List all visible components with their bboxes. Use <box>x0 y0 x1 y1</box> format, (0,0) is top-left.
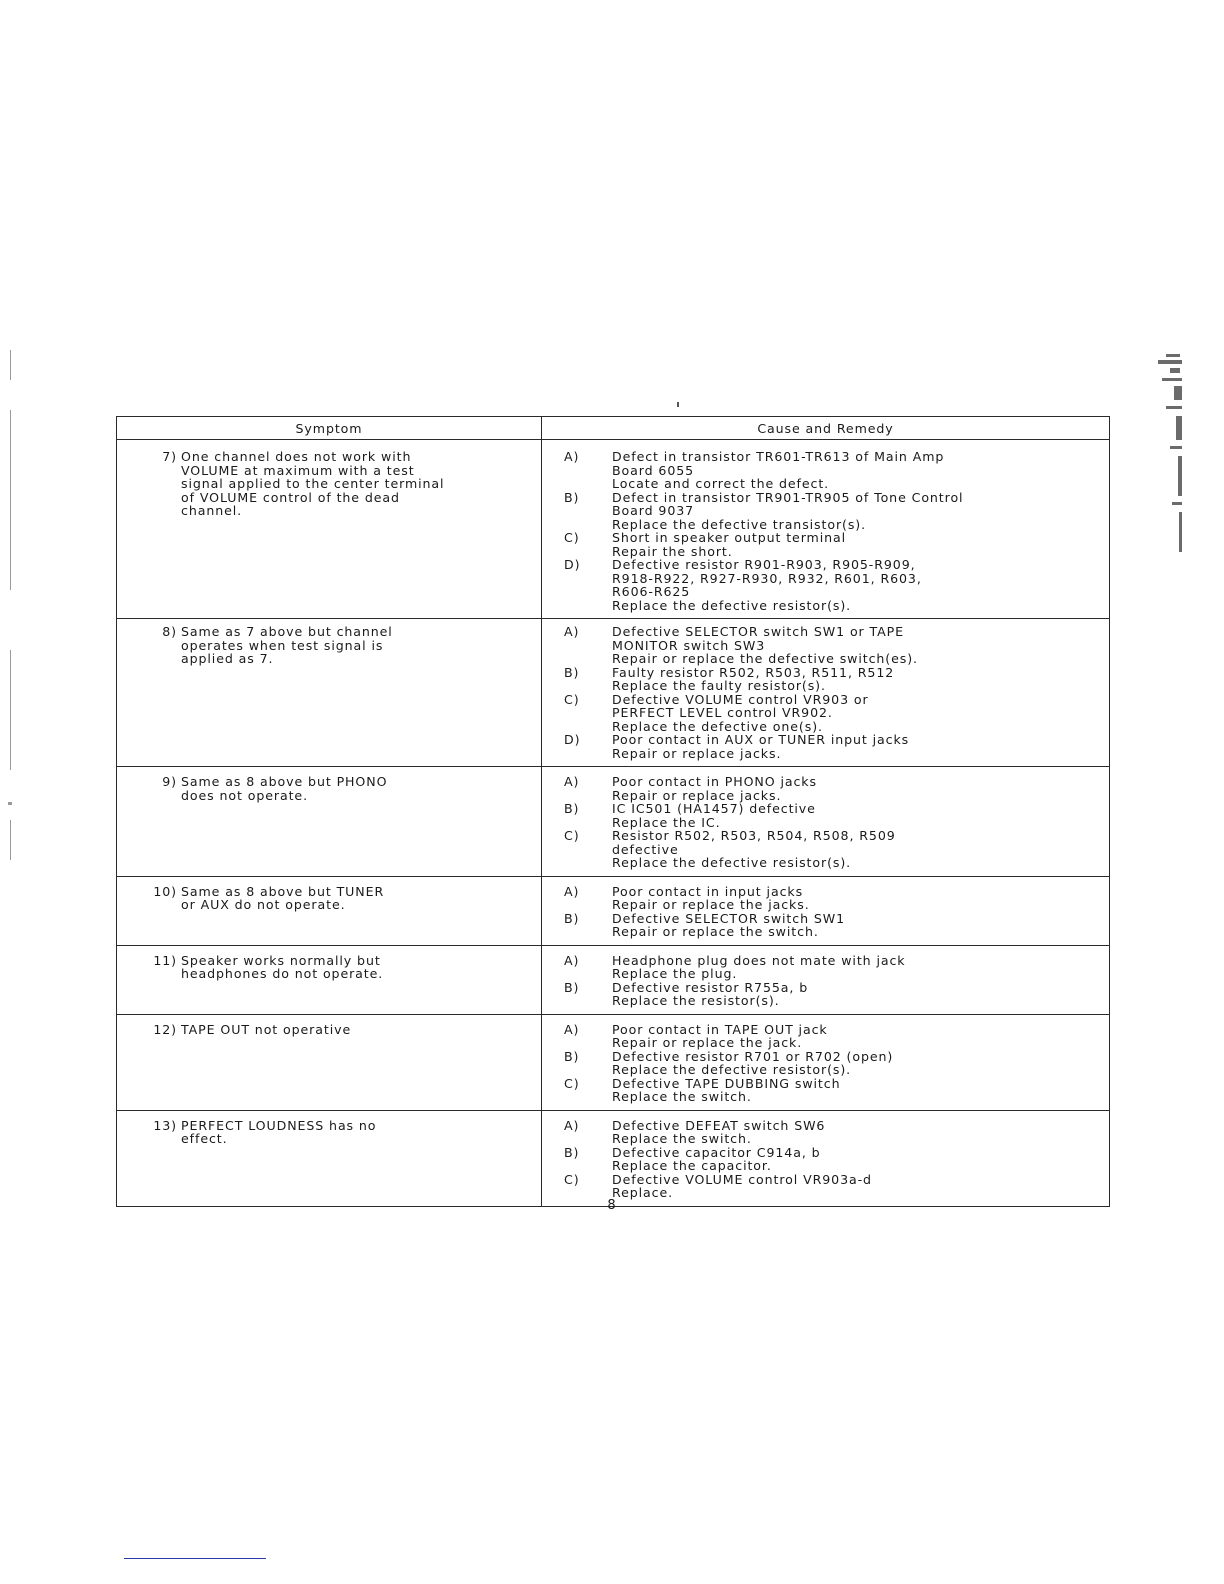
symptom-cell <box>117 876 542 945</box>
remedy-letter: A) <box>564 1021 580 1037</box>
remedy-letter: A) <box>564 952 580 968</box>
remedy-item <box>564 1119 1103 1146</box>
scan-edge-artifact-right-icon <box>1126 350 1190 570</box>
remedy-text: Defect in transistor TR601-TR613 of Main Amp Board 6055 Locate and correct the defect. <box>612 449 945 491</box>
remedy-item <box>564 666 1103 693</box>
remedy-item <box>564 733 1103 760</box>
symptom-text: Same as 7 above but channel operates when test signal is applied as 7. <box>181 624 393 666</box>
remedy-item <box>564 954 1103 981</box>
remedy-letter: A) <box>564 774 580 789</box>
header-symptom: Symptom <box>117 417 542 440</box>
remedy-letter: A) <box>564 883 580 899</box>
remedy-letter: B) <box>564 1144 580 1160</box>
remedy-item <box>564 693 1103 734</box>
remedy-letter: C) <box>564 530 580 545</box>
cause-remedy-cell <box>542 876 1110 945</box>
symptom-text: Same as 8 above but PHONO does not operate. <box>181 774 388 803</box>
table-row <box>117 767 1110 877</box>
remedy-letter: B) <box>564 910 580 926</box>
remedy-text: Defective resistor R701 or R702 (open) Replace the defective resistor(s). <box>612 1048 894 1077</box>
remedy-text: Poor contact in input jacks Repair or replace the jacks. <box>612 883 810 912</box>
remedy-item <box>564 885 1103 912</box>
scan-edge-artifact-left-icon <box>6 350 18 870</box>
remedy-text: Headphone plug does not mate with jack Replace the plug. <box>612 952 906 981</box>
remedy-item <box>564 1077 1103 1104</box>
remedy-text: Defective capacitor C914a, b Replace the capacitor. <box>612 1144 821 1173</box>
remedy-item <box>564 981 1103 1008</box>
remedy-item <box>564 531 1103 558</box>
cause-remedy-cell <box>542 945 1110 1014</box>
remedy-letter: C) <box>564 691 580 707</box>
remedy-item <box>564 491 1103 532</box>
remedy-item <box>564 1023 1103 1050</box>
symptom-number: 9) <box>162 774 177 789</box>
remedy-text: Defective resistor R755a, b Replace the resistor(s). <box>612 979 809 1008</box>
table-body <box>117 440 1110 1207</box>
remedy-text: Defective SELECTOR switch SW1 or TAPE MONITOR switch SW3 Repair or replace the defective switch(es). <box>612 624 918 666</box>
remedy-letter: A) <box>564 624 580 639</box>
remedy-letter: B) <box>564 979 580 995</box>
remedy-letter: A) <box>564 1117 580 1133</box>
footer-rule <box>124 1558 266 1559</box>
table-row <box>117 876 1110 945</box>
table-row <box>117 945 1110 1014</box>
remedy-text: Resistor R502, R503, R504, R508, R509 defective Replace the defective resistor(s). <box>612 828 896 870</box>
cause-remedy-cell <box>542 1110 1110 1206</box>
remedy-letter: B) <box>564 1048 580 1064</box>
symptom-text: One channel does not work with VOLUME at maximum with a test signal applied to the center terminal of VOLUME control of the dead channel. <box>181 449 445 518</box>
table-row <box>117 619 1110 767</box>
remedy-letter: B) <box>564 664 580 680</box>
symptom-cell <box>117 440 542 619</box>
remedy-letter: C) <box>564 1171 580 1187</box>
remedy-item <box>564 1146 1103 1173</box>
remedy-letter: B) <box>564 801 580 816</box>
remedy-letter: B) <box>564 489 580 505</box>
symptom-text: TAPE OUT not operative <box>181 1021 352 1037</box>
symptom-cell <box>117 945 542 1014</box>
remedy-text: Short in speaker output terminal Repair the short. <box>612 530 847 559</box>
remedy-item <box>564 912 1103 939</box>
remedy-item <box>564 775 1103 802</box>
remedy-item <box>564 1173 1103 1200</box>
table-row <box>117 440 1110 619</box>
page-number: 8 <box>607 1198 617 1213</box>
header-cause-and-remedy: Cause and Remedy <box>542 417 1110 440</box>
scan-speck-icon <box>676 402 680 408</box>
remedy-item <box>564 450 1103 491</box>
cause-remedy-cell <box>542 440 1110 619</box>
remedy-text: Poor contact in PHONO jacks Repair or replace jacks. <box>612 774 817 803</box>
remedy-letter: D) <box>564 732 581 747</box>
remedy-text: IC IC501 (HA1457) defective Replace the IC. <box>612 801 816 830</box>
remedy-item <box>564 802 1103 829</box>
symptom-number: 7) <box>162 449 177 464</box>
cause-remedy-cell <box>542 1014 1110 1110</box>
symptom-cell <box>117 767 542 877</box>
troubleshooting-table <box>116 416 1110 1207</box>
remedy-text: Defective DEFEAT switch SW6 Replace the switch. <box>612 1117 826 1146</box>
remedy-letter: D) <box>564 557 581 572</box>
symptom-text: Same as 8 above but TUNER or AUX do not operate. <box>181 883 385 912</box>
symptom-number: 13) <box>153 1117 177 1133</box>
remedy-item <box>564 1050 1103 1077</box>
remedy-letter: A) <box>564 449 580 464</box>
symptom-cell <box>117 1014 542 1110</box>
cause-remedy-cell <box>542 767 1110 877</box>
symptom-text: Speaker works normally but headphones do not operate. <box>181 952 384 981</box>
symptom-cell <box>117 619 542 767</box>
remedy-text: Defective VOLUME control VR903a-d Replace. <box>612 1171 872 1200</box>
remedy-item <box>564 558 1103 612</box>
remedy-text: Defect in transistor TR901-TR905 of Tone Control Board 9037 Replace the defective transistor(s). <box>612 489 964 532</box>
remedy-text: Defective resistor R901-R903, R905-R909, R918-R922, R927-R930, R932, R601, R603, R606-R625 Replace the defective resistor(s). <box>612 557 922 613</box>
remedy-text: Defective TAPE DUBBING switch Replace the switch. <box>612 1075 841 1104</box>
table-row <box>117 1110 1110 1206</box>
table-row <box>117 1014 1110 1110</box>
symptom-number: 10) <box>153 883 177 899</box>
cause-remedy-cell <box>542 619 1110 767</box>
table-header-row <box>117 417 1110 440</box>
remedy-text: Faulty resistor R502, R503, R511, R512 Replace the faulty resistor(s). <box>612 664 895 693</box>
remedy-letter: C) <box>564 1075 580 1091</box>
remedy-item <box>564 625 1103 666</box>
remedy-item <box>564 829 1103 870</box>
symptom-cell <box>117 1110 542 1206</box>
remedy-text: Poor contact in AUX or TUNER input jacks Repair or replace jacks. <box>612 732 910 761</box>
symptom-number: 8) <box>162 624 177 639</box>
remedy-text: Poor contact in TAPE OUT jack Repair or replace the jack. <box>612 1021 828 1050</box>
symptom-number: 11) <box>153 952 177 968</box>
symptom-number: 12) <box>153 1021 177 1037</box>
remedy-letter: C) <box>564 828 580 843</box>
remedy-text: Defective SELECTOR switch SW1 Repair or replace the switch. <box>612 910 846 939</box>
remedy-text: Defective VOLUME control VR903 or PERFECT LEVEL control VR902. Replace the defective one(s). <box>612 691 869 734</box>
symptom-text: PERFECT LOUDNESS has no effect. <box>181 1117 377 1146</box>
